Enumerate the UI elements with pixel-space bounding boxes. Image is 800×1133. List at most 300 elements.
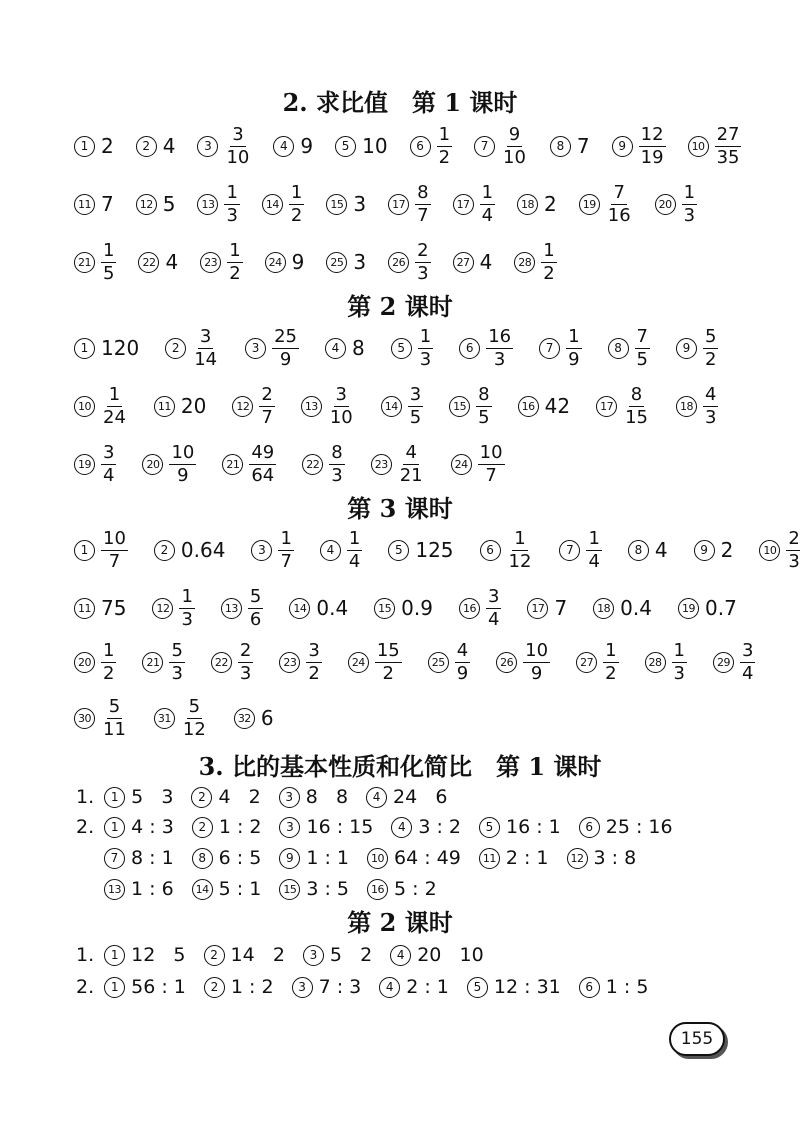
- heading-section2-lesson2: 第 2 课时: [347, 292, 453, 321]
- answer-item: [453, 250, 493, 274]
- denominator: 9: [279, 348, 292, 370]
- denominator: 5: [103, 262, 115, 284]
- circled-number: 20: [142, 454, 163, 475]
- fraction: [682, 181, 697, 226]
- numerator: 8: [478, 383, 490, 405]
- s2-lesson1-row: [74, 236, 760, 288]
- answer-value: 2 : 1: [505, 847, 549, 869]
- circled-number: 15: [326, 194, 347, 215]
- fraction: [606, 181, 633, 226]
- answer-item: [74, 192, 114, 216]
- numerator: 1: [543, 239, 555, 261]
- denominator: 4: [348, 550, 361, 572]
- fraction: [455, 639, 470, 684]
- answer-value: 0.7: [704, 596, 737, 620]
- numerator: 1: [481, 181, 494, 203]
- fraction: [603, 639, 618, 684]
- denominator: 35: [716, 146, 740, 168]
- answer-item: [279, 878, 349, 900]
- fraction: [224, 123, 251, 168]
- answer-item: [279, 786, 348, 808]
- circled-number: 22: [211, 652, 232, 673]
- circled-number: 14: [262, 194, 283, 215]
- circled-number: 2: [191, 787, 212, 808]
- answer-item: [559, 527, 601, 572]
- answer-item: [104, 816, 174, 838]
- circled-number: 25: [326, 252, 347, 273]
- answer-item: [608, 325, 650, 370]
- circled-number: 15: [449, 396, 470, 417]
- answer-item: [74, 596, 126, 620]
- fraction: [101, 441, 116, 486]
- numerator: 10: [525, 639, 549, 661]
- answer-item: [655, 181, 697, 226]
- s2-lesson2-row: [74, 438, 760, 490]
- answer-value: 4: [162, 134, 176, 158]
- answer-value: 0.4: [316, 596, 349, 620]
- answer-value: 42: [544, 394, 571, 418]
- circled-number: 17: [527, 598, 548, 619]
- fraction: [437, 123, 452, 168]
- numerator: 8: [630, 383, 643, 405]
- circled-number: 26: [496, 652, 517, 673]
- fraction: [101, 383, 128, 428]
- circled-number: 31: [154, 708, 175, 729]
- heading-section3-lesson1: 3. 比的基本性质和化简比 第 1 课时: [198, 752, 602, 781]
- fraction: [101, 695, 128, 740]
- numerator: 4: [704, 383, 717, 405]
- answer-item: [366, 786, 447, 808]
- circled-number: 15: [374, 598, 395, 619]
- circled-number: 9: [676, 338, 697, 359]
- numerator: 7: [613, 181, 625, 203]
- denominator: 10: [329, 406, 353, 428]
- answer-item: [154, 538, 226, 562]
- answer-item: [142, 441, 196, 486]
- circled-number: 4: [320, 540, 341, 561]
- fraction: [329, 441, 344, 486]
- fraction: [101, 239, 116, 284]
- circled-number: 5: [388, 540, 409, 561]
- answer-item: [390, 944, 483, 966]
- circled-number: 27: [453, 252, 474, 273]
- denominator: 15: [625, 406, 648, 428]
- circled-number: 2: [136, 136, 157, 157]
- fraction: [507, 527, 534, 572]
- answer-item: [371, 441, 425, 486]
- answer-item: [367, 878, 437, 900]
- answer-item: [550, 134, 590, 158]
- answer-value: 20 10: [417, 944, 484, 966]
- answer-item: [251, 527, 293, 572]
- numerator: 1: [229, 239, 241, 261]
- circled-number: 14: [192, 879, 213, 900]
- question-number: 2.: [76, 976, 95, 998]
- answer-item: [527, 596, 567, 620]
- answer-item: [74, 639, 116, 684]
- circled-number: 24: [265, 252, 286, 273]
- answer-item: [391, 816, 461, 838]
- answer-value: 9: [291, 250, 305, 274]
- numerator: 1: [514, 527, 526, 549]
- circled-number: 15: [279, 879, 300, 900]
- circled-number: 1: [104, 945, 125, 966]
- answer-value: 2: [544, 192, 557, 216]
- fraction: [523, 639, 550, 684]
- answer-item: [678, 596, 737, 620]
- numerator: 3: [741, 639, 754, 661]
- circled-number: 19: [579, 194, 600, 215]
- circled-number: 6: [579, 977, 600, 998]
- circled-number: 13: [197, 194, 218, 215]
- fraction: [418, 325, 433, 370]
- numerator: 12: [640, 123, 664, 145]
- answer-value: 2: [720, 538, 734, 562]
- answer-item: [222, 441, 276, 486]
- answer-item: [713, 639, 755, 684]
- denominator: 4: [481, 204, 494, 226]
- denominator: 5: [478, 406, 490, 428]
- answer-value: 8 : 1: [131, 847, 174, 869]
- answer-item: [539, 325, 581, 370]
- fraction: [501, 123, 528, 168]
- circled-number: 22: [138, 252, 159, 273]
- answer-value: 12 5: [131, 944, 186, 966]
- circled-number: 5: [479, 817, 500, 838]
- fraction: [672, 639, 687, 684]
- denominator: 2: [308, 662, 320, 684]
- answer-item: [514, 239, 556, 284]
- denominator: 4: [103, 464, 115, 486]
- answer-item: [676, 383, 718, 428]
- circled-number: 3: [279, 817, 300, 838]
- circled-number: 19: [74, 454, 95, 475]
- circled-number: 16: [459, 598, 480, 619]
- answer-value: 1 : 2: [230, 976, 274, 998]
- numerator: 3: [409, 383, 422, 405]
- circled-number: 17: [453, 194, 474, 215]
- s2-lesson3-row: [74, 692, 760, 744]
- answer-item: [292, 976, 362, 998]
- numerator: 49: [251, 441, 275, 463]
- fraction: [192, 325, 219, 370]
- numerator: 1: [568, 325, 580, 347]
- denominator: 3: [239, 662, 252, 684]
- fraction: [541, 239, 556, 284]
- answer-item: [152, 585, 194, 630]
- fraction: [248, 585, 263, 630]
- fraction: [415, 181, 430, 226]
- numerator: 1: [605, 639, 617, 661]
- circled-number: 3: [251, 540, 272, 561]
- fraction: [486, 325, 513, 370]
- circled-number: 26: [388, 252, 409, 273]
- circled-number: 5: [335, 136, 356, 157]
- s3-lesson2-line: [76, 940, 502, 970]
- answer-item: [165, 325, 219, 370]
- answer-item: [596, 383, 650, 428]
- answer-value: 0.4: [620, 596, 652, 620]
- answer-item: [628, 538, 668, 562]
- answer-item: [142, 639, 184, 684]
- circled-number: 2: [192, 817, 213, 838]
- circled-number: 9: [279, 848, 300, 869]
- circled-number: 22: [302, 454, 323, 475]
- s2-lesson1-row: [74, 178, 760, 230]
- circled-number: 10: [367, 848, 388, 869]
- fraction: [278, 527, 293, 572]
- fraction: [169, 441, 196, 486]
- circled-number: 25: [428, 652, 449, 673]
- denominator: 7: [261, 406, 273, 428]
- circled-number: 18: [676, 396, 697, 417]
- answer-item: [479, 816, 561, 838]
- fraction: [181, 695, 208, 740]
- denominator: 5: [636, 348, 648, 370]
- circled-number: 12: [232, 396, 253, 417]
- s2-lesson3-row: [74, 524, 800, 576]
- answer-item: [688, 123, 742, 168]
- denominator: 3: [417, 262, 429, 284]
- answer-item: [104, 847, 174, 869]
- fraction: [703, 325, 718, 370]
- answer-value: 4: [165, 250, 179, 274]
- answer-value: 5 2: [329, 944, 373, 966]
- circled-number: 21: [142, 652, 163, 673]
- fraction: [238, 639, 253, 684]
- answer-item: [74, 695, 128, 740]
- answer-value: 1 : 2: [218, 816, 262, 838]
- answer-item: [449, 383, 491, 428]
- denominator: 2: [290, 204, 303, 226]
- circled-number: 3: [279, 787, 300, 808]
- circled-number: 11: [154, 396, 175, 417]
- answer-item: [496, 639, 550, 684]
- answer-value: 20: [180, 394, 207, 418]
- fraction: [703, 383, 718, 428]
- numerator: 1: [588, 527, 600, 549]
- circled-number: 3: [197, 136, 218, 157]
- answer-value: 1 : 5: [605, 976, 649, 998]
- answer-item: [74, 527, 128, 572]
- s2-lesson1-row: [74, 120, 760, 172]
- answer-item: [279, 847, 349, 869]
- s3-lesson1-line: [104, 874, 455, 904]
- answer-item: [474, 123, 528, 168]
- numerator: 2: [261, 383, 273, 405]
- answer-value: 8 8: [305, 786, 349, 808]
- numerator: 5: [108, 695, 121, 717]
- fraction: [635, 325, 650, 370]
- answer-item: [453, 181, 495, 226]
- circled-number: 23: [371, 454, 392, 475]
- circled-number: 14: [289, 598, 310, 619]
- answer-item: [74, 441, 116, 486]
- question-number: 1.: [76, 944, 95, 966]
- denominator: 10: [226, 146, 250, 168]
- answer-item: [204, 976, 274, 998]
- fraction: [478, 441, 505, 486]
- circled-number: 18: [517, 194, 538, 215]
- denominator: 7: [280, 550, 292, 572]
- numerator: 2: [788, 527, 800, 549]
- denominator: 2: [705, 348, 717, 370]
- circled-number: 17: [388, 194, 409, 215]
- numerator: 3: [232, 123, 244, 145]
- answer-value: 125: [415, 538, 454, 562]
- numerator: 5: [171, 639, 183, 661]
- circled-number: 17: [596, 396, 617, 417]
- answer-value: 7: [101, 192, 114, 216]
- circled-number: 16: [367, 879, 388, 900]
- answer-item: [232, 383, 274, 428]
- fraction: [480, 181, 495, 226]
- answer-item: [451, 441, 505, 486]
- circled-number: 24: [451, 454, 472, 475]
- circled-number: 4: [325, 338, 346, 359]
- denominator: 2: [543, 262, 555, 284]
- answer-item: [388, 239, 430, 284]
- numerator: 27: [716, 123, 740, 145]
- circled-number: 1: [74, 338, 95, 359]
- answer-item: [262, 181, 304, 226]
- circled-number: 11: [74, 598, 95, 619]
- answer-value: 4: [654, 538, 668, 562]
- denominator: 9: [177, 464, 189, 486]
- circled-number: 1: [104, 977, 125, 998]
- numerator: 10: [103, 527, 126, 549]
- numerator: 5: [188, 695, 201, 717]
- numerator: 1: [438, 123, 451, 145]
- circled-number: 2: [165, 338, 186, 359]
- fraction: [786, 527, 800, 572]
- answer-value: 0.9: [401, 596, 433, 620]
- answer-item: [302, 441, 344, 486]
- circled-number: 23: [279, 652, 300, 673]
- answer-item: [379, 976, 449, 998]
- denominator: 10: [503, 146, 526, 168]
- answer-item: [694, 538, 734, 562]
- circled-number: 6: [579, 817, 600, 838]
- circled-number: 10: [688, 136, 709, 157]
- circled-number: 24: [348, 652, 369, 673]
- answer-item: [265, 250, 305, 274]
- fraction: [227, 239, 242, 284]
- answer-item: [467, 976, 561, 998]
- answer-item: [480, 527, 534, 572]
- answer-value: 120: [101, 336, 140, 360]
- answer-item: [428, 639, 470, 684]
- answer-item: [479, 847, 549, 869]
- answer-item: [759, 527, 800, 572]
- circled-number: 8: [192, 848, 213, 869]
- answer-item: [410, 123, 452, 168]
- denominator: 7: [417, 204, 429, 226]
- fraction: [101, 527, 128, 572]
- circled-number: 8: [550, 136, 571, 157]
- answer-value: 12 : 31: [493, 976, 561, 998]
- circled-number: 4: [390, 945, 411, 966]
- answer-item: [192, 878, 262, 900]
- numerator: 10: [171, 441, 195, 463]
- fraction: [306, 639, 321, 684]
- circled-number: 13: [301, 396, 322, 417]
- answer-value: 3 : 2: [418, 816, 461, 838]
- numerator: 2: [417, 239, 429, 261]
- circled-number: 7: [539, 338, 560, 359]
- numerator: 5: [249, 585, 262, 607]
- answer-item: [104, 878, 174, 900]
- denominator: 14: [194, 348, 218, 370]
- answer-item: [197, 123, 251, 168]
- circled-number: 12: [136, 194, 157, 215]
- circled-number: 3: [245, 338, 266, 359]
- circled-number: 4: [366, 787, 387, 808]
- answer-item: [567, 847, 637, 869]
- fraction: [639, 123, 666, 168]
- answer-item: [279, 639, 321, 684]
- answer-item: [388, 181, 430, 226]
- answer-item: [191, 786, 260, 808]
- answer-value: 5 : 2: [394, 878, 437, 900]
- denominator: 7: [485, 464, 497, 486]
- fraction: [566, 325, 581, 370]
- answer-value: 56 : 1: [131, 976, 186, 998]
- answer-value: 2: [101, 134, 114, 158]
- answer-item: [234, 706, 274, 730]
- numerator: 15: [376, 639, 400, 661]
- denominator: 12: [508, 550, 532, 572]
- answer-item: [289, 596, 348, 620]
- denominator: 2: [438, 146, 451, 168]
- circled-number: 1: [104, 817, 125, 838]
- denominator: 3: [673, 662, 685, 684]
- fraction: [408, 383, 423, 428]
- numerator: 1: [673, 639, 685, 661]
- answer-value: 75: [101, 596, 127, 620]
- fraction: [623, 383, 650, 428]
- s2-lesson2-row: [74, 380, 760, 432]
- circled-number: 9: [694, 540, 715, 561]
- circled-number: 9: [612, 136, 633, 157]
- answer-item: [279, 816, 373, 838]
- fraction: [476, 383, 491, 428]
- answer-value: 7: [554, 596, 568, 620]
- answer-item: [104, 786, 173, 808]
- answer-item: [391, 325, 433, 370]
- question-number: 1.: [76, 786, 95, 808]
- answer-item: [192, 816, 262, 838]
- answer-value: 5 : 1: [218, 878, 262, 900]
- answer-item: [74, 383, 128, 428]
- fraction: [259, 383, 274, 428]
- answer-item: [593, 596, 652, 620]
- answer-value: 4: [479, 250, 493, 274]
- denominator: 9: [568, 348, 580, 370]
- denominator: 3: [683, 204, 696, 226]
- circled-number: 27: [576, 652, 597, 673]
- question-number: 2.: [76, 816, 95, 838]
- numerator: 8: [417, 181, 429, 203]
- circled-number: 2: [204, 945, 225, 966]
- answer-value: 5: [162, 192, 176, 216]
- circled-number: 2: [204, 977, 225, 998]
- circled-number: 11: [74, 194, 95, 215]
- numerator: 3: [308, 639, 320, 661]
- numerator: 9: [508, 123, 521, 145]
- answer-item: [579, 816, 673, 838]
- answer-value: 3: [353, 192, 367, 216]
